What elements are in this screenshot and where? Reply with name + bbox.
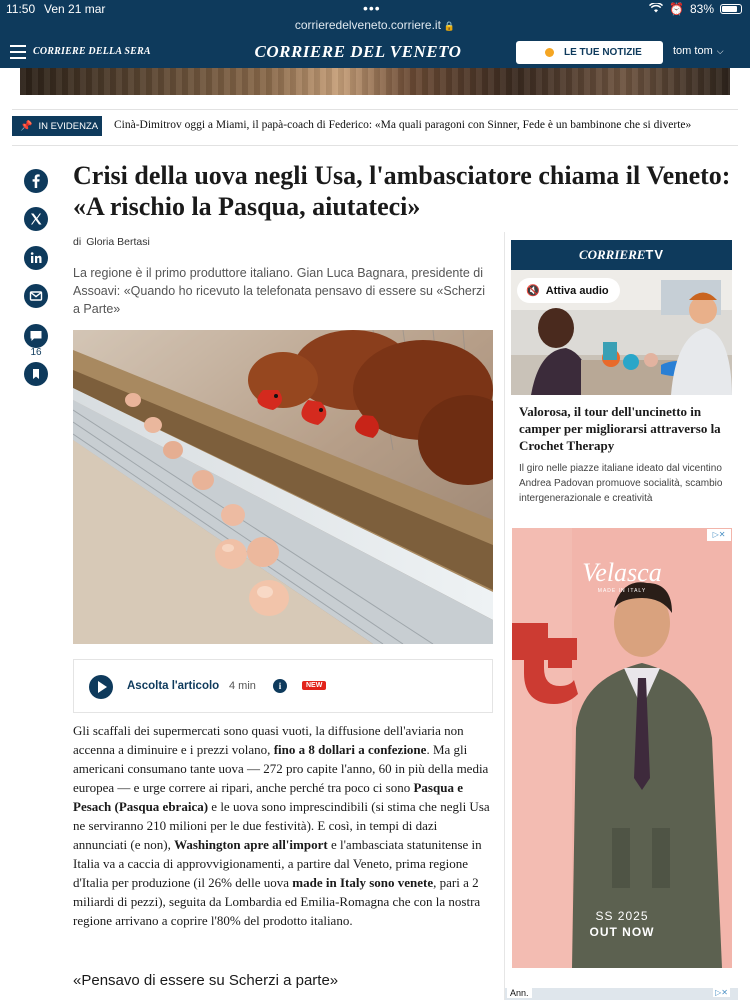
my-news-label: LE TUE NOTIZIE: [564, 47, 642, 58]
divider: [12, 109, 738, 110]
body-bold: made in Italy sono venete: [292, 875, 434, 890]
play-icon[interactable]: [89, 675, 113, 699]
notification-dot-icon: [545, 48, 554, 57]
wifi-icon: [649, 2, 663, 16]
article-summary: La regione è il primo produttore italiano. Gian Luca Bagnara, presidente di Assoavi: «Quando ho ricevuto la telefonata pensavo di essere su «Scherzi a Parte»: [73, 266, 486, 316]
new-badge: NEW: [302, 681, 326, 690]
in-evidenza-link[interactable]: Cinà-Dimitrov oggi a Miami, il papà-coach di Federico: «Ma quali paragoni con Sinner, Fede è un bambinone che si diverte»: [114, 119, 692, 131]
ad-brand: Velasca: [582, 558, 662, 587]
ad-tagline: MADE IN ITALY: [597, 588, 647, 594]
chevron-down-icon: ⌵: [716, 46, 724, 56]
advertisement-banner[interactable]: [512, 528, 732, 968]
corriere-della-sera-link[interactable]: CORRIERE DELLA SERA: [33, 46, 151, 57]
body-bold: Pasqua e Pesach (Pasqua ebraica): [73, 780, 463, 814]
column-divider: [504, 232, 505, 1000]
alarm-icon: ⏰: [669, 2, 684, 16]
body-text: . Ma gli americani consumano tante uova — 272 pro capite l'anno, 60 in più della media europea — e urge correre ai ripari, anche perché tra poco ci sono: [73, 742, 489, 795]
muted-speaker-icon: 🔇: [526, 285, 540, 297]
ad-cta: OUT NOW: [589, 925, 655, 939]
divider: [12, 145, 738, 146]
activate-audio-label: Attiva audio: [545, 284, 609, 297]
byline: [73, 236, 150, 248]
address-bar[interactable]: [0, 18, 750, 32]
listen-article-button[interactable]: Ascolta l'articolo: [127, 680, 220, 692]
body-text: e le uova sono imprescindibili (si stima che negli Usa ne serviranno 210 milioni per le due festività). E così, in tempi di dazi annunciati (e non),: [73, 799, 490, 852]
body-bold: Washington apre all'import: [174, 837, 328, 852]
video-title[interactable]: Valorosa, il tour dell'uncinetto in camper per migliorarsi attraverso la Crochet Therapy: [519, 404, 721, 453]
user-name: tom tom: [673, 45, 713, 57]
site-header: [0, 38, 750, 68]
user-menu[interactable]: [673, 45, 724, 57]
facebook-share-icon[interactable]: [24, 169, 48, 193]
article-body: [73, 721, 493, 930]
author-link[interactable]: Gloria Bertasi: [86, 236, 150, 248]
ad-label: Ann.: [507, 988, 532, 998]
pin-icon: 📌: [20, 120, 33, 132]
tv-suffix: TV: [645, 247, 665, 262]
in-evidenza-badge: [12, 116, 102, 136]
tv-brand: CORRIERE: [578, 247, 646, 262]
corriere-tv-header[interactable]: [511, 240, 732, 270]
site-logo[interactable]: CORRIERE DEL VENETO: [254, 42, 462, 61]
ad-close-icon[interactable]: ▷✕: [707, 529, 731, 541]
x-share-icon[interactable]: [24, 207, 48, 231]
hero-image[interactable]: [20, 68, 730, 95]
byline-prefix: di: [73, 236, 82, 248]
linkedin-share-icon[interactable]: [24, 246, 48, 270]
audio-duration: 4 min: [229, 680, 256, 692]
url-text: corrieredelveneto.corriere.it: [294, 18, 441, 32]
my-news-button[interactable]: [516, 41, 663, 64]
info-icon[interactable]: i: [273, 679, 287, 693]
body-text: , pari a 2 miliardi di pezzi), seguita da Lombardia ed Emilia-Romagna che con la nostra regione arrivano a coprire l'80% del prodotto italiano.: [73, 875, 481, 928]
activate-audio-button[interactable]: [517, 278, 620, 303]
body-text: Gli scaffali dei supermercati sono quasi vuoti, la diffusione dell'aviaria non accenna a diminuire e i prezzi volano,: [73, 723, 464, 757]
article-subhead: «Pensavo di essere su Scherzi a parte»: [73, 972, 339, 989]
status-date: Ven 21 mar: [44, 2, 106, 16]
email-share-icon[interactable]: [24, 284, 48, 308]
body-text: e l'ambasciata statunitense in Italia va a caccia di approvvigionamenti, a partire dal Veneto, prima regione d'Italia per produzione (il 26% delle uova: [73, 837, 482, 890]
video-description: Il giro nelle piazze italiane ideato dal vicentino Andrea Padovan promuove socialità, scambio intergenerazionale e creatività: [519, 463, 723, 504]
lock-icon: 🔒: [443, 21, 456, 31]
bookmark-icon[interactable]: [24, 362, 48, 386]
body-bold: fino a 8 dollari a confezione: [273, 742, 427, 757]
status-icons: [649, 2, 742, 16]
article-image-hens-eggs[interactable]: [73, 330, 493, 644]
ad-close-icon[interactable]: ▷✕: [715, 988, 728, 997]
article-title: Crisi della uova negli Usa, l'ambasciatore chiama il Veneto: «A rischio la Pasqua, aiutateci»: [73, 161, 731, 221]
battery-icon: [720, 4, 742, 14]
multitask-dots-icon[interactable]: •••: [363, 0, 381, 16]
listen-article-player: [73, 659, 493, 713]
comment-count: 16: [30, 347, 42, 358]
status-bar: [0, 0, 750, 38]
in-evidenza-label: IN EVIDENZA: [38, 120, 99, 132]
status-time: 11:50: [6, 2, 36, 16]
battery-percent: 83%: [689, 2, 714, 16]
second-advertisement[interactable]: [505, 988, 738, 1000]
comment-icon[interactable]: [24, 324, 48, 348]
ad-season: SS 2025: [595, 909, 649, 923]
